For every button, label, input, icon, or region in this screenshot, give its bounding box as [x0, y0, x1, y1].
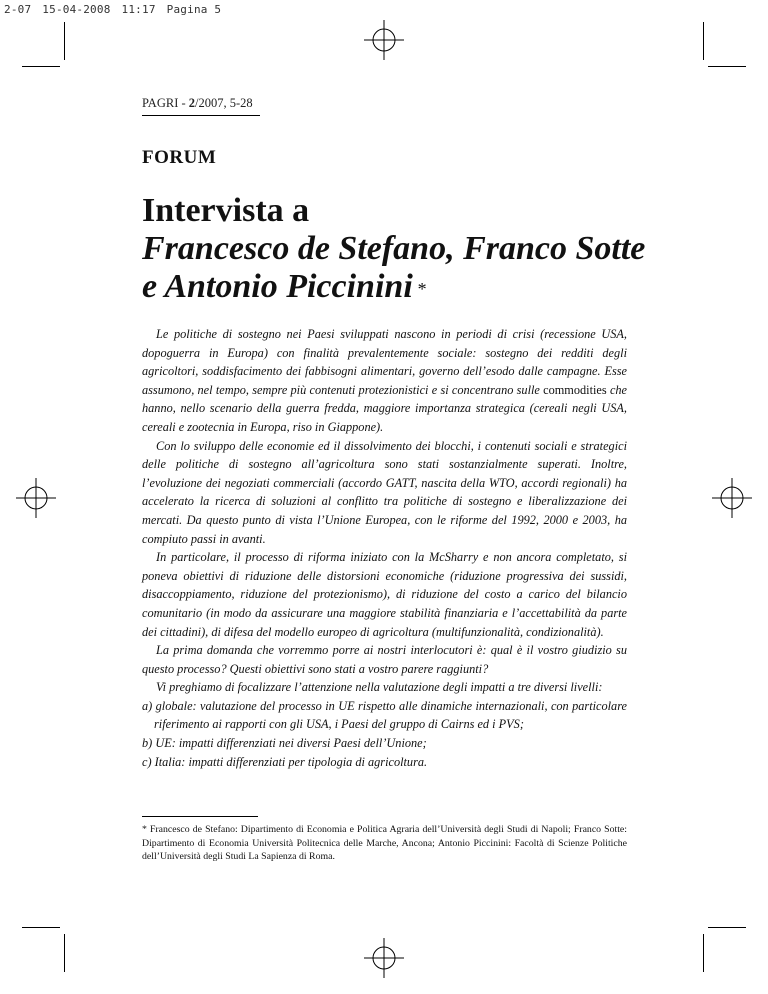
slug-page: Pagina 5 — [166, 3, 222, 16]
crop-mark-bottom-left-v — [64, 934, 65, 972]
slug-code: 2-07 — [4, 3, 32, 16]
crop-mark-top-right-v — [703, 22, 704, 60]
crop-mark-bottom-right-v — [703, 934, 704, 972]
paragraph-4: La prima domanda che vorremmo porre ai nostri interlocutori è: qual è il vostro giudizio su questo processo? Questi obiettivi sono stati a vostro parere raggiunti? — [142, 643, 627, 676]
crop-mark-bottom-right-h — [708, 927, 746, 928]
title-line-3 — [142, 268, 645, 306]
paragraph-1-c: che hanno, nello scenario della guerra fredda, maggiore importanza strategica (cereali negli USA, cereali e zootecnia in Europa, riso in Giappone). — [142, 382, 628, 434]
title-line-1: Intervista a — [142, 192, 310, 229]
journal-header — [142, 96, 253, 111]
paragraph-5: Vi preghiamo di focalizzare l’attenzione nella valutazione degli impatti a tre diversi livelli: — [156, 680, 603, 695]
paragraph-1 — [142, 325, 627, 437]
crop-mark-bottom-left-h — [22, 927, 60, 928]
journal-issue: 2 — [188, 96, 196, 110]
section-heading: FORUM — [142, 147, 217, 168]
header-rule — [142, 115, 260, 116]
footnote-marker: * — [416, 279, 426, 299]
crop-mark-top-left-v — [64, 22, 65, 60]
list-item: b) UE: impatti differenziati nei diversi Paesi dell’Unione; — [142, 736, 427, 751]
list-item: a) globale: valutazione del processo in UE rispetto alle dinamiche internazionali, con particolare riferimento ai rapporti con gli USA, i Paesi del gruppo di Cairns ed i PVS; — [142, 698, 627, 732]
journal-pages: /2007, 5-28 — [195, 96, 253, 110]
title-line-2: Francesco de Stefano, Franco Sotte — [142, 230, 646, 267]
footnote: * Francesco de Stefano: Dipartimento di Economia e Politica Agraria dell’Università degli Studi di Napoli; Franco Sotte: Dipartimento di Economia Università Politecnica delle Marche, Ancona; Antonio Piccinini: Facoltà di Scienze Politiche dell’Università degli Studi La Sapienza di Roma. — [142, 824, 627, 862]
registration-mark-bottom-icon — [364, 938, 404, 978]
article-title — [142, 192, 645, 306]
article-body — [142, 325, 627, 771]
crop-mark-top-right-h — [708, 66, 746, 67]
registration-mark-top-icon — [364, 20, 404, 60]
title-line-3-text: e Antonio Piccinini — [142, 268, 413, 305]
footnote-rule — [142, 816, 258, 817]
registration-mark-right-icon — [712, 478, 752, 518]
slug-date: 15-04-2008 — [42, 3, 111, 16]
slug-time: 11:17 — [121, 3, 156, 16]
paragraph-3: In particolare, il processo di riforma iniziato con la McSharry e non ancora completato, si poneva obiettivi di riduzione delle distorsioni economiche (riduzione progressiva dei sussidi, disaccoppiamento, riduzione del protezionismo), di riduzione del costo a carico del bilancio comunitario (in modo da assicurare una maggiore stabilità finanziaria e l’accettabilità da parte dei cittadini), di difesa del modello europeo di agricoltura (multifunzionalità, condizionalità). — [142, 550, 627, 639]
impact-levels-list — [142, 697, 627, 771]
crop-mark-top-left-h — [22, 66, 60, 67]
registration-mark-left-icon — [16, 478, 56, 518]
paragraph-2: Con lo sviluppo delle economie ed il dissolvimento dei blocchi, i contenuti sociali e strategici delle politiche di sostegno all’agricoltura sono stati sostanzialmente superati. Inoltre, l’evoluzione dei negoziati commerciali (accordo GATT, nascita della WTO, accordi regionali) ha accelerato la ricerca di soluzioni al conflitto tra politiche di sostegno e liberalizzazione dei mercati. Da questo punto di vista l’Unione Europea, con le riforme del 1992, 2000 e 2003, ha compiuto passi in avanti. — [142, 438, 627, 546]
list-item: c) Italia: impatti differenziati per tipologia di agricoltura. — [142, 754, 428, 769]
paragraph-1-commodities: commodities — [543, 382, 607, 397]
paragraph-1-a: Le politiche di sostegno nei Paesi sviluppati nascono in periodi di crisi (recessione USA, dopoguerra in Europa) con finalità prevalentemente sociale: sostegno dei redditi degli agricoltori, soddisfacimento dei fabbisogni alimentari, governo dell’esodo dalle campagne. Esse assumono, nel tempo, sempre più contenuti protezionistici e si concentrano sulle — [142, 327, 627, 397]
journal-name: PAGRI - — [142, 96, 189, 110]
printer-slug — [4, 3, 232, 16]
